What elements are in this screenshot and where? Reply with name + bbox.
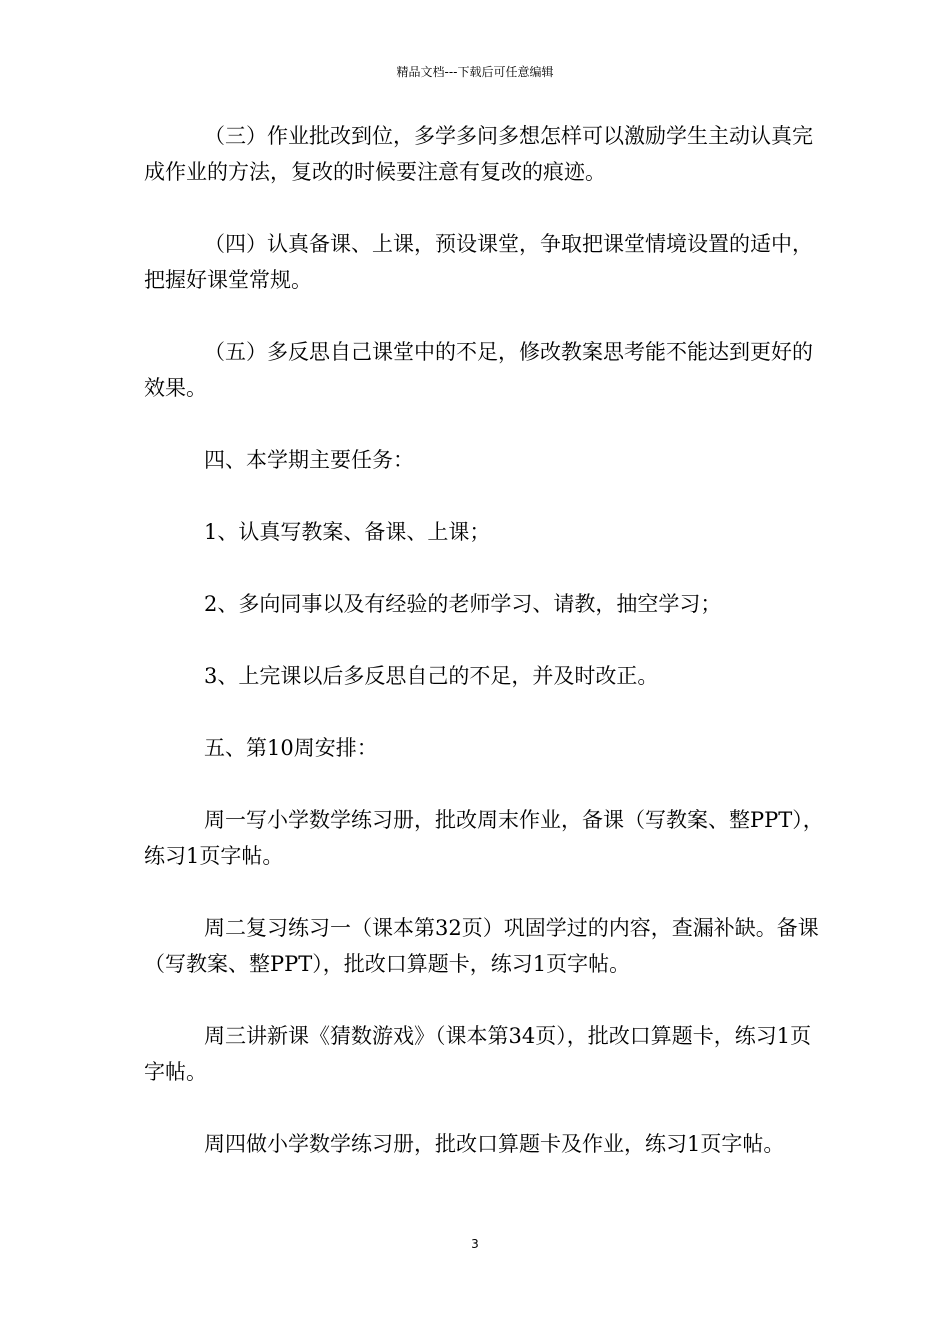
task-item-1: 1、认真写教案、备课、上课； xyxy=(204,520,491,544)
paragraph-5: （五）多反思自己课堂中的不足，修改教案思考能不能达到更好的效果。 xyxy=(144,340,814,400)
paragraph-3: （三）作业批改到位，多学多问多想怎样可以激励学生主动认真完成作业的方法，复改的时候要注意有复改的痕迹。 xyxy=(144,124,814,184)
paragraph-gap xyxy=(144,406,824,442)
paragraph-gap xyxy=(144,694,824,730)
schedule-tuesday: 周二复习练习一（课本第32页）巩固学过的内容，查漏补缺。备课（写教案、整PPT），批改口算题卡，练习1页字帖。 xyxy=(144,916,819,976)
section-heading-tasks: 四、本学期主要任务： xyxy=(204,448,415,472)
paragraph-gap xyxy=(144,298,824,334)
task-item-3: 3、上完课以后多反思自己的不足，并及时改正。 xyxy=(204,664,659,688)
section-heading-week10: 五、第10周安排： xyxy=(204,736,378,760)
paragraph-gap xyxy=(144,874,824,910)
paragraph-gap xyxy=(144,478,824,514)
document-body xyxy=(144,118,824,1162)
paragraph-gap xyxy=(144,550,824,586)
document-header: 精品文档---下载后可任意编辑 xyxy=(396,65,554,79)
paragraph-4: （四）认真备课、上课，预设课堂，争取把课堂情境设置的适中，把握好课堂常规。 xyxy=(144,232,814,292)
schedule-monday: 周一写小学数学练习册，批改周末作业，备课（写教案、整PPT），练习1页字帖。 xyxy=(144,808,824,868)
schedule-thursday: 周四做小学数学练习册，批改口算题卡及作业，练习1页字帖。 xyxy=(204,1132,785,1156)
paragraph-gap xyxy=(144,982,824,1018)
schedule-wednesday: 周三讲新课《猜数游戏》（课本第34页），批改口算题卡，练习1页字帖。 xyxy=(144,1024,812,1084)
page-number: 3 xyxy=(471,1237,479,1251)
paragraph-gap xyxy=(144,1090,824,1126)
paragraph-gap xyxy=(144,622,824,658)
paragraph-gap xyxy=(144,190,824,226)
task-item-2: 2、多向同事以及有经验的老师学习、请教，抽空学习； xyxy=(204,592,722,616)
paragraph-gap xyxy=(144,766,824,802)
